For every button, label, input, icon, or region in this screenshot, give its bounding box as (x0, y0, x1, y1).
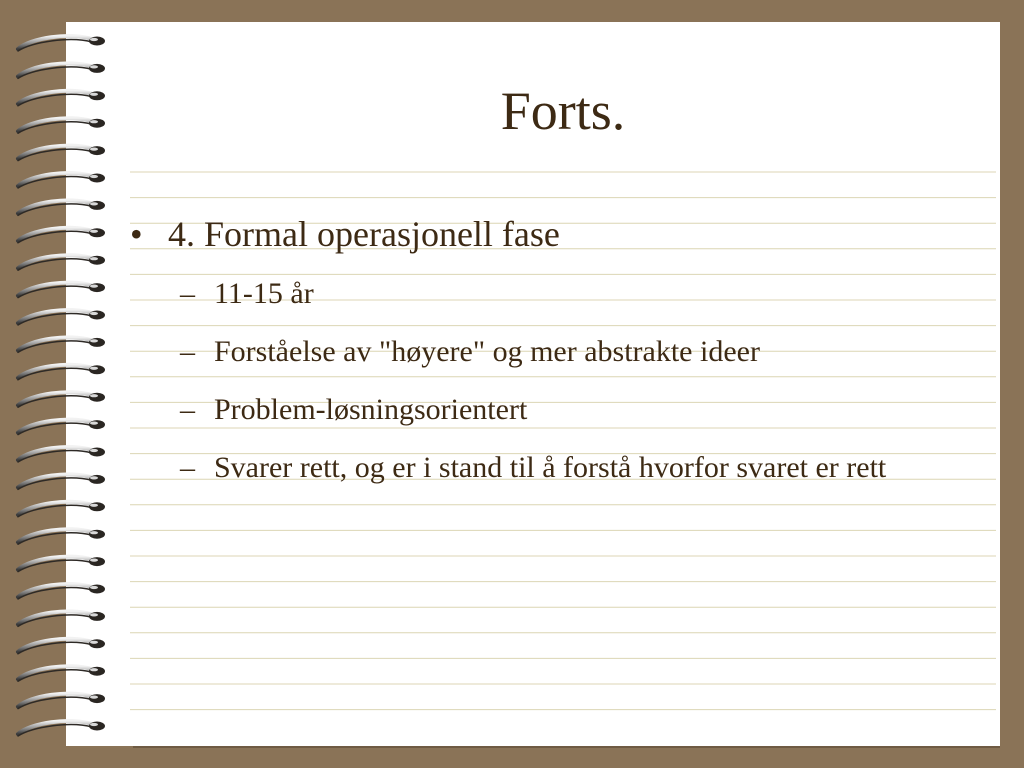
spiral-ring (18, 584, 105, 599)
spiral-ring (18, 447, 105, 462)
page-shadow (133, 746, 1000, 748)
sub-bullet-text: Svarer rett, og er i stand til å forstå hvorfor svaret er rett (214, 451, 887, 484)
spiral-ring (18, 666, 105, 681)
bullet-mark: • (130, 214, 143, 254)
sub-bullet-text: Forståelse av "høyere" og mer abstrakte ideer (214, 335, 760, 368)
spiral-ring (18, 392, 105, 407)
spiral-ring (18, 557, 105, 572)
spiral-ring (18, 721, 105, 736)
slide-title: Forts. (500, 81, 626, 141)
sub-bullet-text: 11-15 år (214, 277, 314, 310)
spiral-ring (18, 639, 105, 654)
spiral-ring (18, 310, 105, 325)
spiral-ring (18, 228, 105, 243)
spiral-ring (18, 611, 105, 626)
spiral-ring (18, 529, 105, 544)
spiral-ring (18, 200, 105, 215)
spiral-ring (18, 474, 105, 489)
spiral-ring (18, 91, 105, 106)
sub-bullet-2 (180, 328, 940, 376)
spiral-ring (18, 173, 105, 188)
sub-bullet-text: Problem-løsningsorientert (214, 393, 528, 426)
spiral-ring (18, 36, 105, 51)
main-bullet (130, 212, 560, 256)
spiral-ring (18, 283, 105, 298)
spiral-ring (18, 694, 105, 709)
sub-bullet-3 (180, 386, 940, 434)
spiral-ring (18, 146, 105, 161)
spiral-binding-icon (0, 0, 120, 768)
spiral-ring (18, 118, 105, 133)
dash-mark: – (180, 393, 195, 426)
spiral-ring (18, 255, 105, 270)
sub-bullet-1 (180, 270, 940, 318)
dash-mark: – (180, 451, 195, 484)
main-bullet-text: 4. Formal operasjonell fase (168, 214, 560, 254)
dash-mark: – (180, 335, 195, 368)
spiral-ring (18, 337, 105, 352)
spiral-ring (18, 365, 105, 380)
spiral-ring (18, 502, 105, 517)
sub-bullet-4 (180, 444, 940, 492)
dash-mark: – (180, 277, 195, 310)
spiral-ring (18, 420, 105, 435)
spiral-ring (18, 63, 105, 78)
